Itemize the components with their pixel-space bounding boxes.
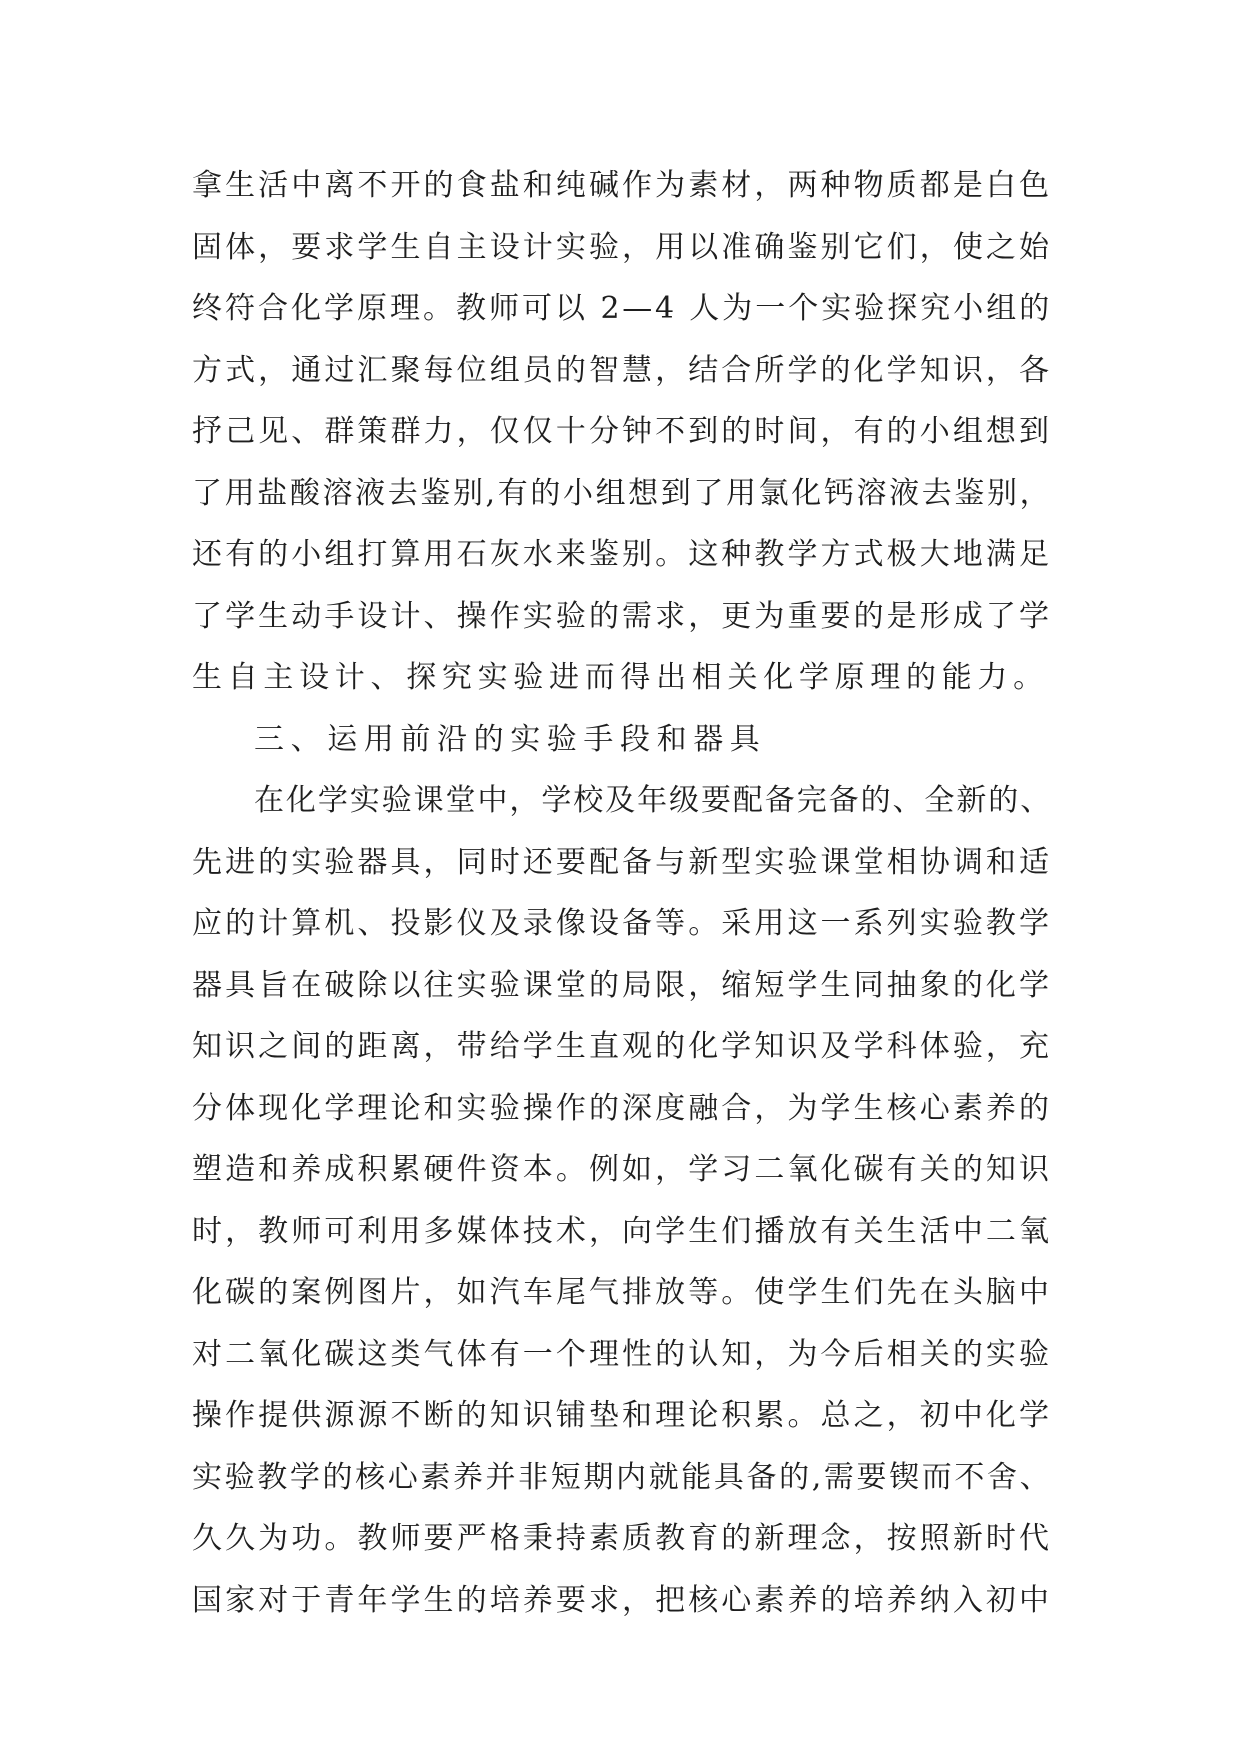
text-line: 化碳的案例图片，如汽车尾气排放等。使学生们先在头脑中 <box>192 1275 1052 1310</box>
text-line: 时，教师可利用多媒体技术，向学生们播放有关生活中二氧 <box>192 1213 1052 1249</box>
text-line: 应的计算机、投影仪及录像设备等。采用这一系列实验教学 <box>192 906 1052 941</box>
text-line: 了用盐酸溶液去鉴别,有的小组想到了用氯化钙溶液去鉴别， <box>192 475 1052 511</box>
text-line: 拿生活中离不开的食盐和纯碱作为素材，两种物质都是白色 <box>192 168 1052 203</box>
text-line: 操作提供源源不断的知识铺垫和理论积累。总之，初中化学 <box>192 1398 1052 1433</box>
text-line: 知识之间的距离，带给学生直观的化学知识及学科体验，充 <box>192 1029 1052 1064</box>
body-text <box>192 155 1052 1631</box>
text-line: 抒己见、群策群力，仅仅十分钟不到的时间，有的小组想到 <box>192 414 1052 449</box>
text-line: 塑造和养成积累硬件资本。例如，学习二氧化碳有关的知识 <box>192 1152 1052 1187</box>
text-line: 国家对于青年学生的培养要求，把核心素养的培养纳入初中 <box>192 1582 1052 1618</box>
text-line: 了学生动手设计、操作实验的需求，更为重要的是形成了学 <box>192 598 1052 634</box>
section-heading: 三、运用前沿的实验手段和器具 <box>254 721 767 757</box>
text-line: 固体，要求学生自主设计实验，用以准确鉴别它们，使之始 <box>192 229 1052 265</box>
paragraph-first-line: 在化学实验课堂中，学校及年级要配备完备的、全新的、 <box>254 783 1052 818</box>
text-line: 器具旨在破除以往实验课堂的局限，缩短学生同抽象的化学 <box>192 967 1052 1003</box>
text-line: 先进的实验器具，同时还要配备与新型实验课堂相协调和适 <box>192 844 1052 880</box>
text-line: 对二氧化碳这类气体有一个理性的认知，为今后相关的实验 <box>192 1336 1052 1372</box>
paragraph-end-line: 生自主设计、探究实验进而得出相关化学原理的能力。 <box>192 660 1049 695</box>
text-line: 分体现化学理论和实验操作的深度融合，为学生核心素养的 <box>192 1090 1052 1126</box>
text-line: 久久为功。教师要严格秉持素质教育的新理念，按照新时代 <box>192 1521 1052 1556</box>
text-line: 方式，通过汇聚每位组员的智慧，结合所学的化学知识，各 <box>192 352 1052 388</box>
text-line: 还有的小组打算用石灰水来鉴别。这种教学方式极大地满足 <box>192 537 1052 572</box>
text-line: 实验教学的核心素养并非短期内就能具备的,需要锲而不舍、 <box>192 1459 1052 1495</box>
text-line: 终符合化学原理。教师可以 2—4 人为一个实验探究小组的 <box>192 291 1052 326</box>
